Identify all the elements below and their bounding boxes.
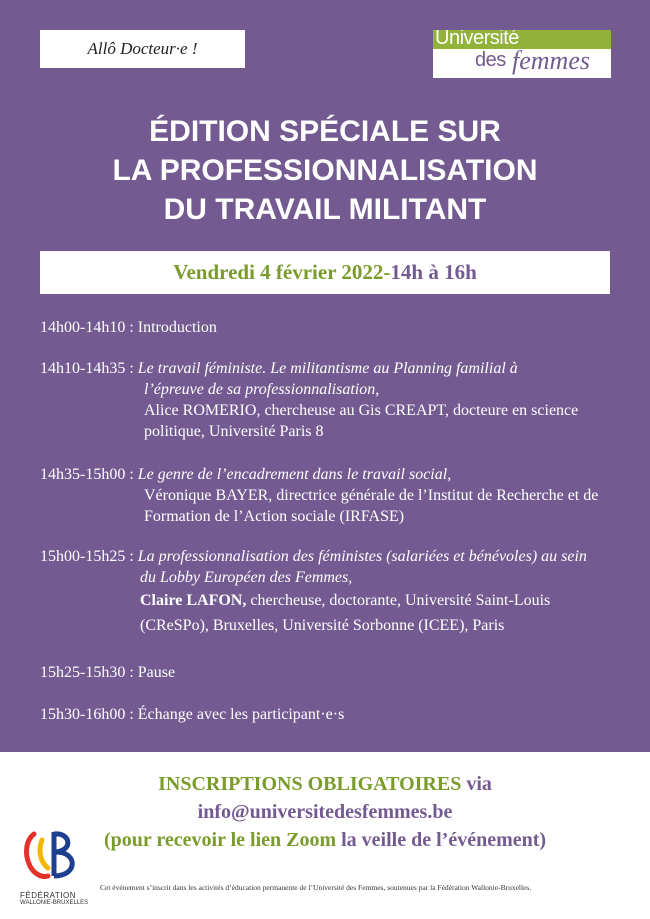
speaker-desc: (CReSPo), Bruxelles, Université Sorbonne (ICEE), Paris <box>140 617 505 634</box>
speaker-desc: , directrice générale de l’Institut de Recherche et de <box>268 487 599 504</box>
email-link[interactable]: info@universitedesfemmes.be <box>197 801 453 823</box>
logo-line3: femmes <box>512 46 590 75</box>
schedule-item <box>40 662 175 683</box>
title-line: LA PROFESSIONNALISATION <box>112 154 538 187</box>
speaker-desc: chercheuse, doctorante, Université Saint-Louis <box>246 592 551 609</box>
schedule-item <box>40 464 640 527</box>
talk-title: Le travail féministe. Le militantisme au Planning familial à <box>137 360 518 377</box>
schedule-time: 15h25-15h30 : <box>40 664 134 681</box>
speaker-desc: Formation de l’Action sociale (IRFASE) <box>144 508 405 525</box>
schedule-item <box>40 704 344 725</box>
registration-info <box>0 770 650 854</box>
event-date <box>40 251 610 294</box>
series-label <box>40 30 245 68</box>
federation-wallonie-bruxelles-logo <box>20 826 90 906</box>
schedule-item <box>40 358 620 442</box>
schedule-time: 15h30-16h00 : <box>40 706 134 723</box>
registration-line <box>0 770 650 798</box>
page-title <box>0 112 650 229</box>
fwb-line1: FÉDÉRATION <box>20 891 76 900</box>
talk-title: Le genre de l’encadrement dans le travail social, <box>137 466 452 483</box>
punct: , <box>375 381 380 398</box>
series-label-text: Allô Docteur·e ! <box>87 39 198 58</box>
schedule-text: Introduction <box>137 319 217 336</box>
logo-line2: des <box>475 49 506 71</box>
schedule-time: 14h10-14h35 : <box>40 360 134 377</box>
speaker-desc: politique, Université Paris 8 <box>144 423 324 440</box>
schedule-time: 14h00-14h10 : <box>40 319 134 336</box>
fwb-line2: WALLONIE-BRUXELLES <box>20 900 89 906</box>
universite-des-femmes-logo <box>433 30 611 78</box>
title-line: ÉDITION SPÉCIALE SUR <box>149 115 501 148</box>
talk-title: La professionnalisation des féministes (salariées et bénévoles) au sein <box>137 548 587 565</box>
registration-via: via <box>461 773 492 795</box>
schedule-text: Pause <box>137 664 176 681</box>
title-line: DU TRAVAIL MILITANT <box>163 193 487 226</box>
talk-title: du Lobby Européen des Femmes, <box>140 569 353 586</box>
registration-email[interactable] <box>0 798 650 826</box>
schedule-time: 14h35-15h00 : <box>40 466 134 483</box>
speaker-name: Véronique BAYER <box>144 487 269 504</box>
speaker-name: Claire LAFON, <box>140 592 247 609</box>
logo-line1: Université <box>435 30 519 49</box>
speaker-desc: , chercheuse au Gis CREAPT, docteure en science <box>256 402 579 419</box>
registration-note: la veille de l’événement) <box>336 829 547 851</box>
fwb-emblem-icon <box>20 826 90 884</box>
schedule-text: Échange avec les participant·e·s <box>137 706 345 723</box>
registration-line <box>0 826 650 854</box>
talk-title: l’épreuve de sa professionnalisation <box>144 381 376 398</box>
schedule-time: 15h00-15h25 : <box>40 548 134 565</box>
speaker-name: Alice ROMERIO <box>144 402 257 419</box>
footnote: Cet événement s’inscrit dans les activités d’éducation permanente de l’Université des Femmes, soutenues par la Fédération Wallonie-Bruxelles. <box>100 883 532 892</box>
registration-required: INSCRIPTIONS OBLIGATOIRES <box>158 773 462 795</box>
schedule-item <box>40 546 640 638</box>
schedule-item <box>40 317 217 338</box>
date-day: Vendredi 4 février 2022 <box>173 260 384 284</box>
registration-note: (pour recevoir le lien Zoom <box>103 829 337 851</box>
date-time: 14h à 16h <box>390 260 477 284</box>
date-sep: - <box>383 260 391 284</box>
